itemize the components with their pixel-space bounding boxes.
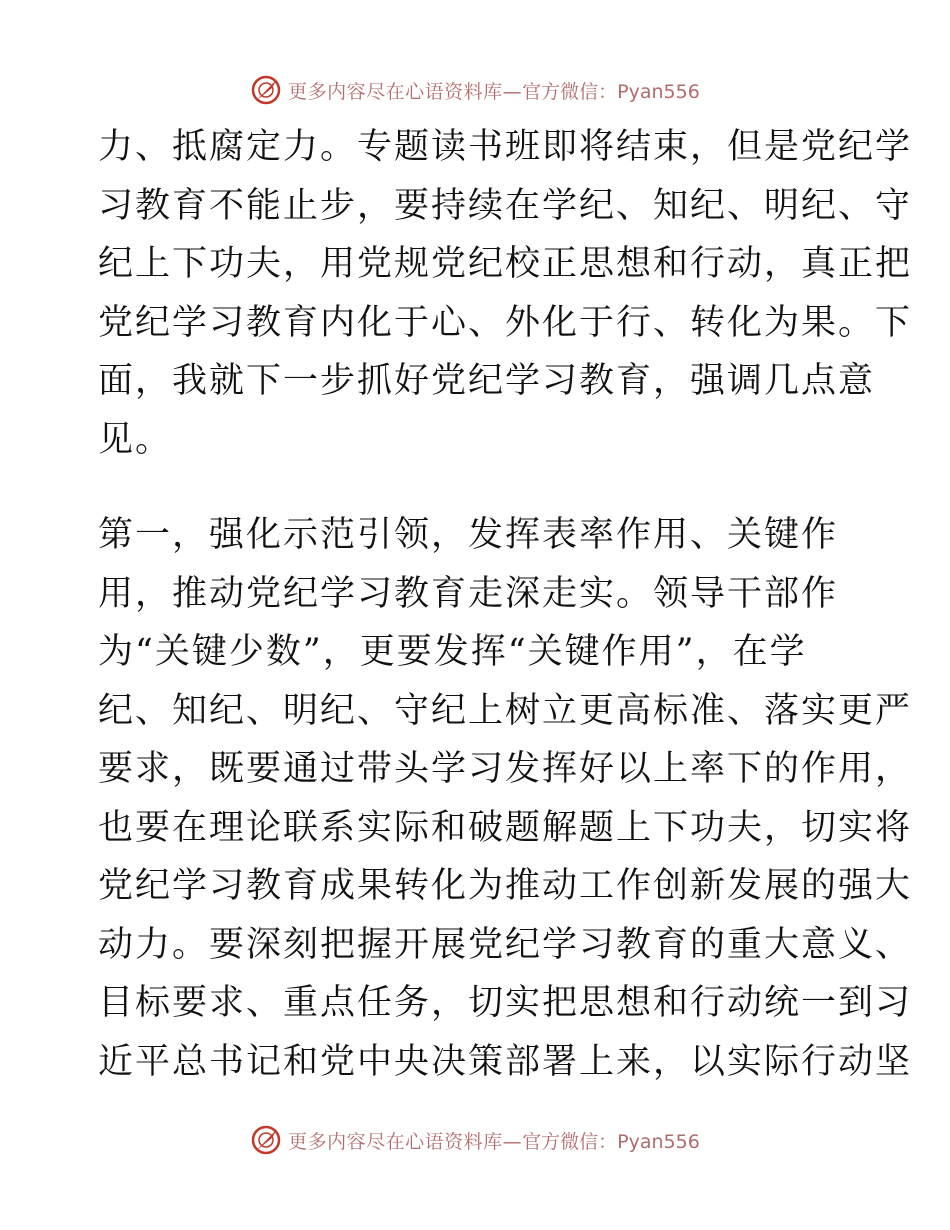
paragraph-2 — [98, 506, 913, 1091]
header-banner-text: 更多内容尽在心语资料库— — [288, 80, 523, 103]
text-line: 力、抵腐定力。专题读书班即将结束，但是党纪学 — [98, 127, 913, 167]
footer-banner-handle: 官方微信：Pyan556 — [522, 1130, 700, 1153]
text-line: 党纪学习教育内化于心、外化于行、转化为果。下 — [98, 302, 913, 343]
text-line: 要求，既要通过带头学习发挥好以上率下的作用， — [98, 749, 913, 789]
quill-logo-icon — [250, 1124, 282, 1156]
document-body — [98, 118, 913, 1091]
text-line: 纪、知纪、明纪、守纪上树立更高标准、落实更严 — [98, 690, 913, 731]
text-line: 也要在理论联系实际和破题解题上下功夫，切实将 — [98, 807, 913, 848]
footer-banner-text: 更多内容尽在心语资料库— — [288, 1130, 523, 1153]
text-line: 习教育不能止步，要持续在学纪、知纪、明纪、守 — [98, 185, 913, 226]
footer-banner — [0, 1120, 950, 1160]
text-line: 党纪学习教育成果转化为推动工作创新发展的强大 — [98, 866, 913, 906]
text-line: 目标要求、重点任务，切实把思想和行动统一到习 — [98, 983, 913, 1023]
text-line: 用，推动党纪学习教育走深走实。领导干部作 — [98, 573, 839, 614]
header-banner-handle: 官方微信：Pyan556 — [522, 80, 700, 103]
text-line: 见。 — [98, 419, 173, 460]
text-line: 第一，强化示范引领，发挥表率作用、关键作 — [98, 515, 839, 555]
text-line: 纪上下功夫，用党规党纪校正思想和行动，真正把 — [98, 244, 913, 284]
quill-logo-icon — [250, 74, 282, 106]
paragraph-1 — [98, 118, 913, 469]
text-line: 面，我就下一步抓好党纪学习教育，强调几点意 — [98, 361, 876, 401]
text-line: 近平总书记和党中央决策部署上来，以实际行动坚 — [98, 1041, 913, 1082]
header-banner — [0, 70, 950, 110]
text-line: 为“关键少数”，更要发挥“关键作用”，在学 — [98, 632, 807, 672]
text-line: 动力。要深刻把握开展党纪学习教育的重大意义、 — [98, 924, 913, 965]
paragraph-gap — [98, 469, 858, 506]
